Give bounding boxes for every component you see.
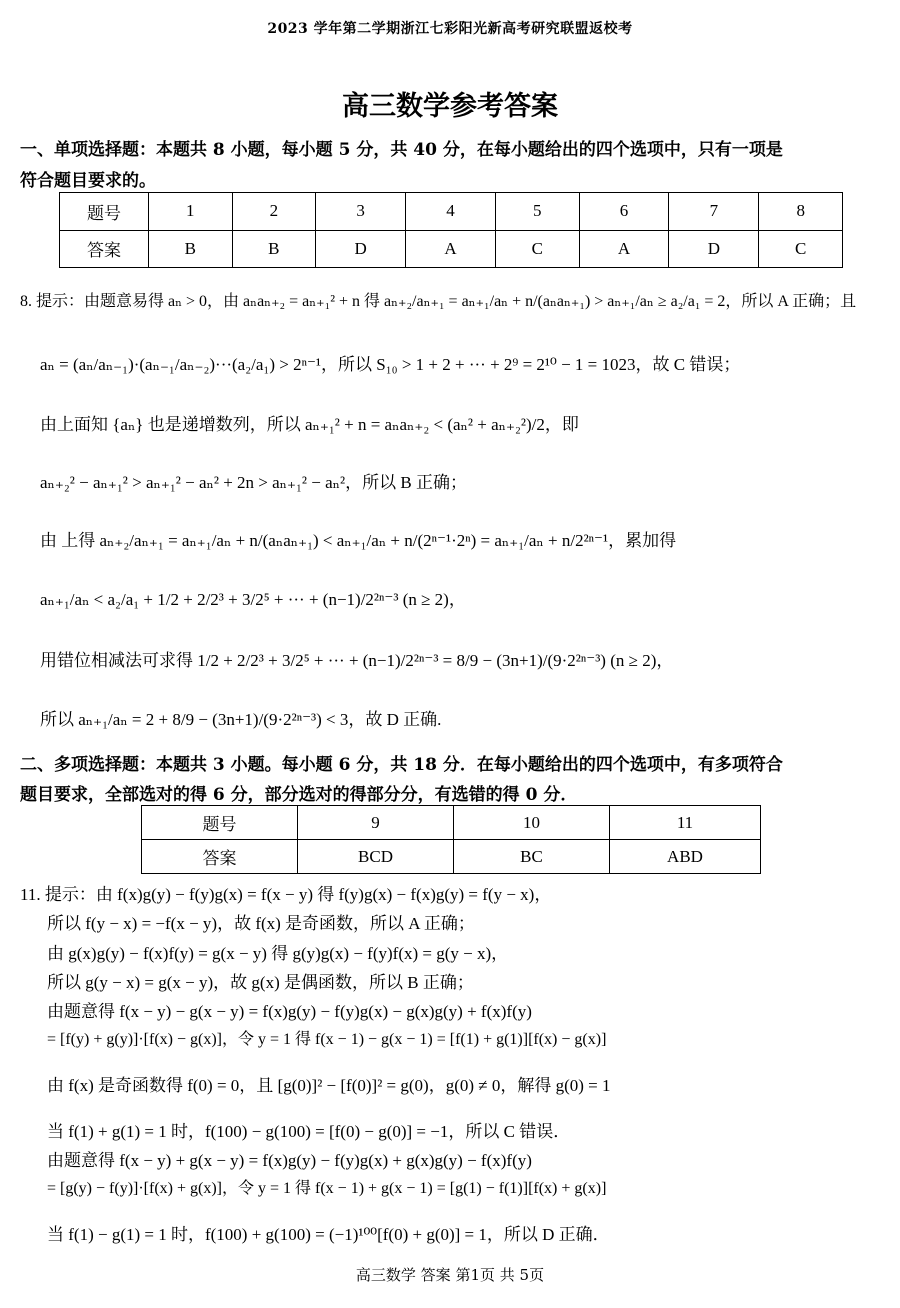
table-row [60,230,843,268]
section1-heading-line2: 符合题目要求的。 [20,171,156,191]
answer-cell: B [149,230,233,268]
question-number: 2 [232,193,316,231]
answer-cell: BCD [298,840,454,874]
answer-cell: C [495,230,579,268]
q8-line-2: aₙ = (aₙ/aₙ₋₁)·(aₙ₋₁/aₙ₋₂)···(a₂/a₁) > 2ⁿ⁻¹，所以 S₁₀ > 1 + 2 + ··· + 2⁹ = 2¹⁰ − 1 = 1023，故 C 错误； [40,355,741,374]
answer-cell: B [232,230,316,268]
answer-cell: BC [454,840,610,874]
table-row [60,193,843,231]
answer-cell: D [316,230,406,268]
q11-line-11: 当 f(1) − g(1) = 1 时，f(100) + g(100) = (−1)¹⁰⁰[f(0) + g(0)] = 1，所以 D 正确． [47,1225,610,1244]
section1-heading-line1: 一、单项选择题：本题共 8 小题，每小题 5 分，共 40 分，在每小题给出的四个选项中，只有一项是 [20,140,783,160]
document-title: 2023 学年第二学期浙江七彩阳光新高考研究联盟返校考 [267,21,633,37]
question-number: 11 [610,806,761,840]
question-number: 9 [298,806,454,840]
q8-line-4: aₙ₊₂² − aₙ₊₁² > aₙ₊₁² − aₙ² + 2n > aₙ₊₁² − aₙ²，所以 B 正确； [40,473,467,492]
row-label: 答案 [142,840,298,874]
table-row [142,806,761,840]
q11-line-2: 所以 f(y − x) = −f(x − y)，故 f(x) 是奇函数，所以 A 正确； [47,914,475,933]
q11-line-8: 当 f(1) + g(1) = 1 时，f(100) − g(100) = [f(0) − g(0)] = −1，所以 C 错误． [47,1122,571,1141]
q8-line-6: aₙ₊₁/aₙ < a₂/a₁ + 1/2 + 2/2³ + 3/2⁵ + ··· + (n−1)/2²ⁿ⁻³ (n ≥ 2)， [40,590,466,609]
question-number: 10 [454,806,610,840]
table-row [142,840,761,874]
question-number: 4 [406,193,496,231]
document-subtitle: 高三数学参考答案 [342,91,558,122]
q11-line-9: 由题意得 f(x − y) + g(x − y) = f(x)g(y) − f(y)g(x) + g(x)g(y) − f(x)f(y) [47,1151,532,1170]
q8-line-7: 用错位相减法可求得 1/2 + 2/2³ + 3/2⁵ + ··· + (n−1)/2²ⁿ⁻³ = 8/9 − (3n+1)/(9·2²ⁿ⁻³) (n ≥ 2)， [40,651,674,670]
q11-line-6: = [f(y) + g(y)]·[f(x) − g(x)]，令 y = 1 得 f(x − 1) − g(x − 1) = [f(1) + g(1)][f(x) − g(x)] [47,1031,607,1048]
q8-line-1: 8. 提示：由题意易得 aₙ > 0，由 aₙaₙ₊₂ = aₙ₊₁² + n 得 aₙ₊₂/aₙ₊₁ = aₙ₊₁/aₙ + n/(aₙaₙ₊₁) > aₙ₊₁/aₙ ≥ a₂/a₁ = 2，所以 A 正确；且 [20,293,857,310]
question-number: 7 [669,193,759,231]
single-choice-answer-table [59,192,843,268]
page-footer: 高三数学 答案 第1页 共 5页 [355,1266,545,1284]
q11-line-5: 由题意得 f(x − y) − g(x − y) = f(x)g(y) − f(y)g(x) − g(x)g(y) + f(x)f(y) [47,1002,532,1021]
q11-line-7: 由 f(x) 是奇函数得 f(0) = 0，且 [g(0)]² − [f(0)]² = g(0)，g(0) ≠ 0，解得 g(0) = 1 [47,1076,611,1095]
row-label: 题号 [60,193,149,231]
answer-cell: D [669,230,759,268]
question-number: 3 [316,193,406,231]
q11-line-10: = [g(y) − f(y)]·[f(x) + g(x)]，令 y = 1 得 f(x − 1) + g(x − 1) = [g(1) − f(1)][f(x) + g(x)] [47,1180,607,1197]
answer-cell: C [759,230,843,268]
q8-line-3: 由上面知 {aₙ} 也是递增数列，所以 aₙ₊₁² + n = aₙaₙ₊₂ < (aₙ² + aₙ₊₂²)/2，即 [40,415,579,434]
row-label: 题号 [142,806,298,840]
section2-heading-line1: 二、多项选择题：本题共 3 小题。每小题 6 分，共 18 分．在每小题给出的四个选项中，有多项符合 [20,755,783,775]
q8-line-5: 由 上得 aₙ₊₂/aₙ₊₁ = aₙ₊₁/aₙ + n/(aₙaₙ₊₁) < aₙ₊₁/aₙ + n/(2ⁿ⁻¹·2ⁿ) = aₙ₊₁/aₙ + n/2²ⁿ⁻¹，累加得 [40,531,677,550]
question-number: 5 [495,193,579,231]
q11-line-4: 所以 g(y − x) = g(x − y)，故 g(x) 是偶函数，所以 B 正确； [47,973,474,992]
question-number: 1 [149,193,233,231]
answer-cell: A [579,230,669,268]
question-number: 8 [759,193,843,231]
q11-line-3: 由 g(x)g(y) − f(x)f(y) = g(x − y) 得 g(y)g(x) − f(y)f(x) = g(y − x)， [47,944,509,963]
q8-line-8: 所以 aₙ₊₁/aₙ = 2 + 8/9 − (3n+1)/(9·2²ⁿ⁻³) < 3，故 D 正确. [40,710,442,729]
answer-cell: A [406,230,496,268]
row-label: 答案 [60,230,149,268]
question-number: 6 [579,193,669,231]
answer-cell: ABD [610,840,761,874]
section2-heading-line2: 题目要求，全部选对的得 6 分，部分选对的得部分分，有选错的得 0 分． [20,785,578,805]
multi-choice-answer-table [141,805,761,874]
q11-line-1: 11. 提示：由 f(x)g(y) − f(y)g(x) = f(x − y) 得 f(y)g(x) − f(x)g(y) = f(y − x)， [20,885,552,904]
